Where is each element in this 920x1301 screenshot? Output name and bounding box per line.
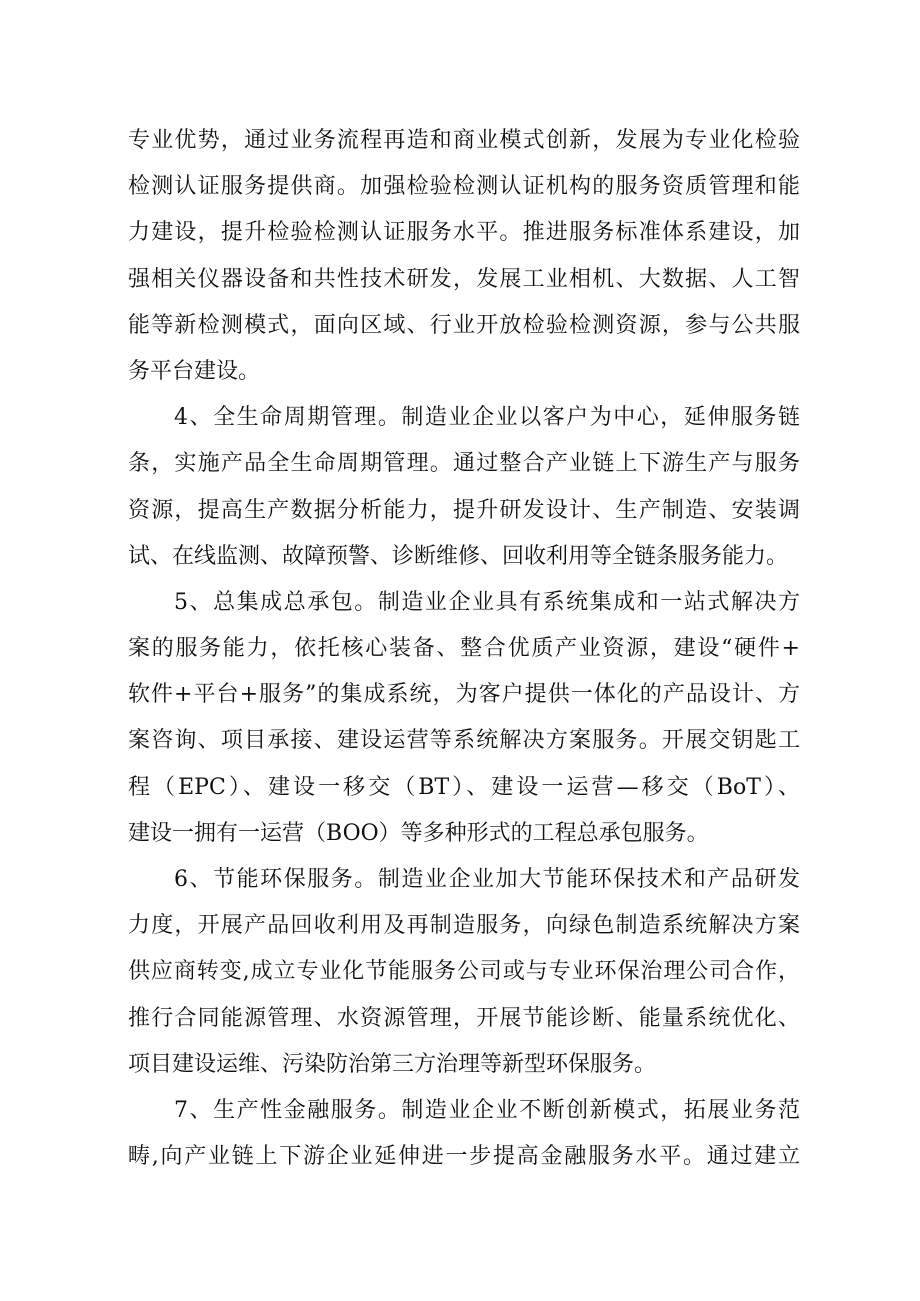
text-line: 5、总集成总承包。制造业企业具有系统集成和一站式解决方 (174, 589, 800, 615)
text-line: 专业优势，通过业务流程再造和商业模式创新，发展为专业化检验 (128, 128, 800, 153)
text-line: 能等新检测模式，面向区域、行业开放检验检测资源，参与公共服 (128, 312, 800, 338)
paragraph-5 (128, 580, 800, 857)
text-line: 6、节能环保服务。制造业企业加大节能环保技术和产品研发 (174, 867, 800, 892)
body-text (128, 118, 800, 1180)
text-line: 检测认证服务提供商。加强检验检测认证机构的服务资质管理和能 (128, 174, 800, 200)
text-line: 畴,向产业链上下游企业延伸进一步提高金融服务水平。通过建立 (128, 1144, 800, 1170)
text-line: 软件+平台+服务”的集成系统，为客户提供一体化的产品设计、方 (128, 682, 800, 708)
text-line: 资源，提高生产数据分析能力，提升研发设计、生产制造、安装调 (128, 497, 800, 523)
text-line: 务平台建设。 (128, 358, 261, 384)
paragraph-7 (128, 1088, 800, 1180)
text-line: 建设一拥有一运营（BOO）等多种形式的工程总承包服务。 (128, 820, 709, 846)
text-line: 案的服务能力，依托核心装备、整合优质产业资源，建设“硬件+ (128, 636, 800, 662)
text-line: 4、全生命周期管理。制造业企业以客户为中心，延伸服务链 (174, 405, 800, 431)
text-line: 试、在线监测、故障预警、诊断维修、回收利用等全链条服务能力。 (128, 543, 789, 569)
text-line: 强相关仪器设备和共性技术研发，发展工业相机、大数据、人工智 (128, 266, 800, 292)
text-line: 条，实施产品全生命周期管理。通过整合产业链上下游生产与服务 (128, 451, 800, 477)
text-line: 供应商转变,成立专业化节能服务公司或与专业环保治理公司合作， (128, 959, 800, 985)
text-line: 项目建设运维、污染防治第三方治理等新型环保服务。 (128, 1051, 657, 1077)
paragraph-4 (128, 395, 800, 580)
text-line: 案咨询、项目承接、建设运营等系统解决方案服务。开展交钥匙工 (128, 728, 800, 754)
text-line: 程（EPC）、建设一移交（BT）、建设一运营—移交（BoT）、 (128, 774, 800, 800)
paragraph-continued (128, 118, 800, 395)
text-line: 力度，开展产品回收利用及再制造服务，向绿色制造系统解决方案 (128, 913, 800, 939)
text-line: 7、生产性金融服务。制造业企业不断创新模式，拓展业务范 (174, 1097, 800, 1123)
text-line: 推行合同能源管理、水资源管理，开展节能诊断、能量系统优化、 (128, 1005, 800, 1031)
paragraph-6 (128, 857, 800, 1088)
text-line: 力建设，提升检验检测认证服务水平。推进服务标准体系建设，加 (128, 220, 800, 246)
